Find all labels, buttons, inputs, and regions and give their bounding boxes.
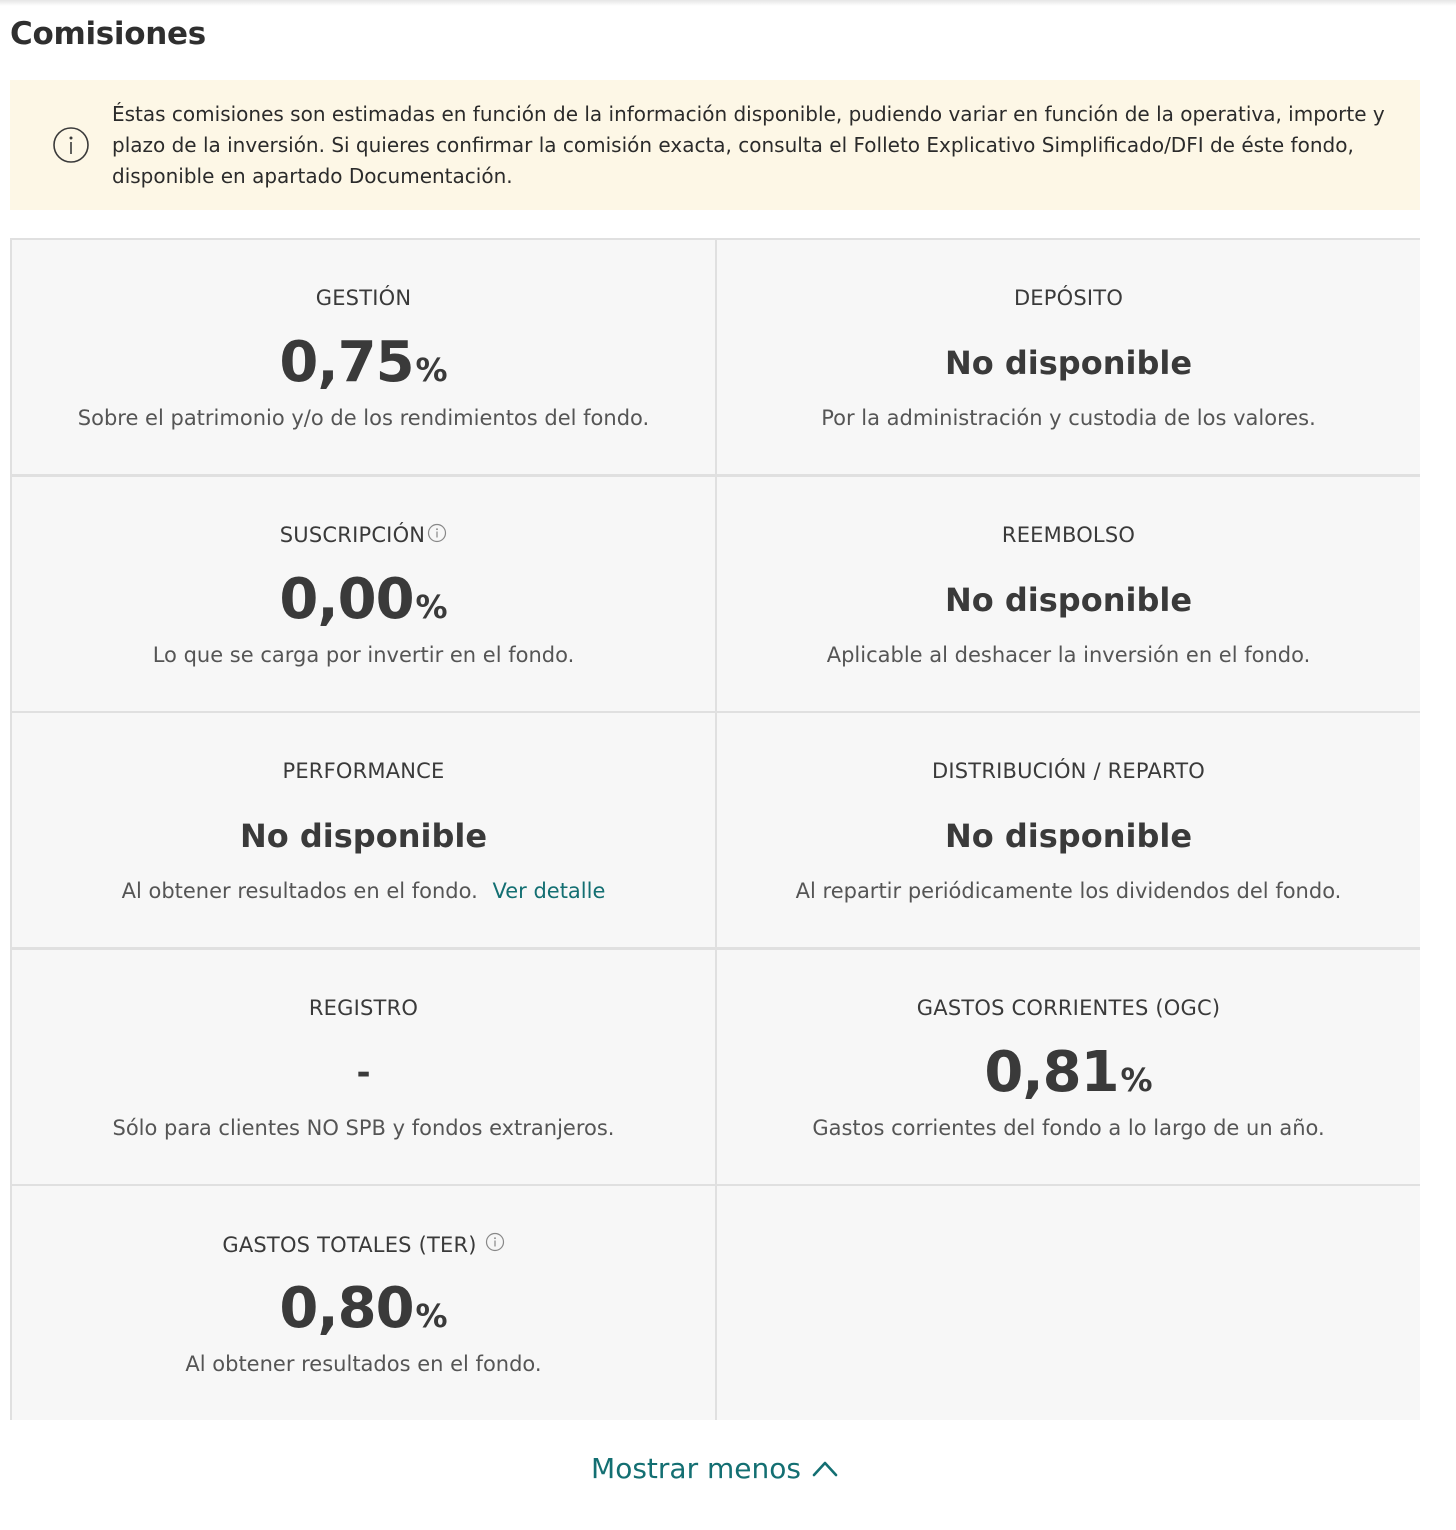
fee-description: Sólo para clientes NO SPB y fondos extranjeros. [112,1115,615,1140]
fee-label: REGISTRO [308,995,419,1020]
fee-description: Al obtener resultados en el fondo. [185,1352,542,1376]
info-icon[interactable] [427,523,447,548]
chevron-up-icon [801,1452,839,1485]
fee-description: Al repartir periódicamente los dividendos del fondo. [795,879,1342,903]
show-less-label: Mostrar menos [591,1452,801,1485]
section-title: Comisiones [10,16,206,52]
fee-value-number: 0,80 [279,1276,414,1341]
fee-label: GASTOS CORRIENTES (OGC) [916,995,1221,1020]
fee-label-row [12,1232,715,1257]
fee-label-row [12,523,715,548]
fee-card-deposito [717,240,1420,474]
fee-value [12,805,715,867]
show-less-button[interactable] [0,1452,1430,1485]
fee-label: REEMBOLSO [1001,522,1136,547]
fee-card-reembolso [717,477,1420,711]
notice-text: Éstas comisiones son estimadas en función de la información disponible, pudiendo variar en función de la operativa, importe y plazo de la inversión. Si quieres confirmar la comisión exacta, consulta el Folleto Explicativo Simplificado/DFI de éste fondo, disponible en apartado Documentación. [112,102,1385,188]
fee-label: SUSCRIPCIÓN [279,523,426,547]
fee-value-text: No disponible [239,817,488,855]
fee-card-performance [12,713,715,947]
fee-card-ter [12,1186,715,1420]
fee-value-text: - [356,1052,371,1093]
fee-description: Aplicable al deshacer la inversión en el fondo. [826,642,1311,667]
fee-description: Por la administración y custodia de los valores. [821,406,1316,430]
fee-value [12,566,715,632]
fee-value-text: No disponible [944,817,1193,855]
fee-card-suscripcion [12,477,715,711]
fee-label: PERFORMANCE [282,759,445,783]
empty-cell [717,1186,1420,1420]
fee-label: GESTIÓN [315,286,412,310]
fee-value-unit: % [415,1297,448,1335]
fee-label: DISTRIBUCIÓN / REPARTO [932,759,1205,783]
fee-value-unit: % [1120,1060,1153,1099]
fee-card-ogc [717,950,1420,1184]
fee-value [12,1042,715,1104]
fee-value [717,332,1420,394]
fee-value [12,1278,715,1340]
fee-description: Gastos corrientes del fondo a lo largo de un año. [812,1115,1325,1140]
fee-card-gestion [12,240,715,474]
fee-card-registro [12,950,715,1184]
fee-value [12,332,715,394]
info-icon[interactable] [485,1232,505,1257]
fee-description: Sobre el patrimonio y/o de los rendimientos del fondo. [77,406,650,430]
fee-value [717,569,1420,631]
fee-label: DEPÓSITO [1013,286,1124,310]
fee-label: GASTOS TOTALES (TER) [222,1232,477,1257]
top-shadow [0,0,1456,6]
fee-value-number: 0,81 [984,1039,1119,1105]
fee-value-unit: % [415,587,448,626]
fee-value-unit: % [415,351,448,389]
info-circle-icon [52,126,90,168]
fee-value [717,1039,1420,1105]
fee-description: Lo que se carga por invertir en el fondo. [152,642,575,667]
fee-value-number: 0,75 [279,330,414,395]
fee-card-distribucion [717,713,1420,947]
fee-value-text: No disponible [944,344,1193,382]
view-detail-link[interactable]: Ver detalle [492,879,606,903]
fee-value-text: No disponible [944,580,1193,619]
fee-value [717,805,1420,867]
fees-grid [10,238,1420,1420]
fee-value-number: 0,00 [279,566,414,632]
fee-description-row [12,879,715,903]
fee-description: Al obtener resultados en el fondo. [121,879,478,903]
